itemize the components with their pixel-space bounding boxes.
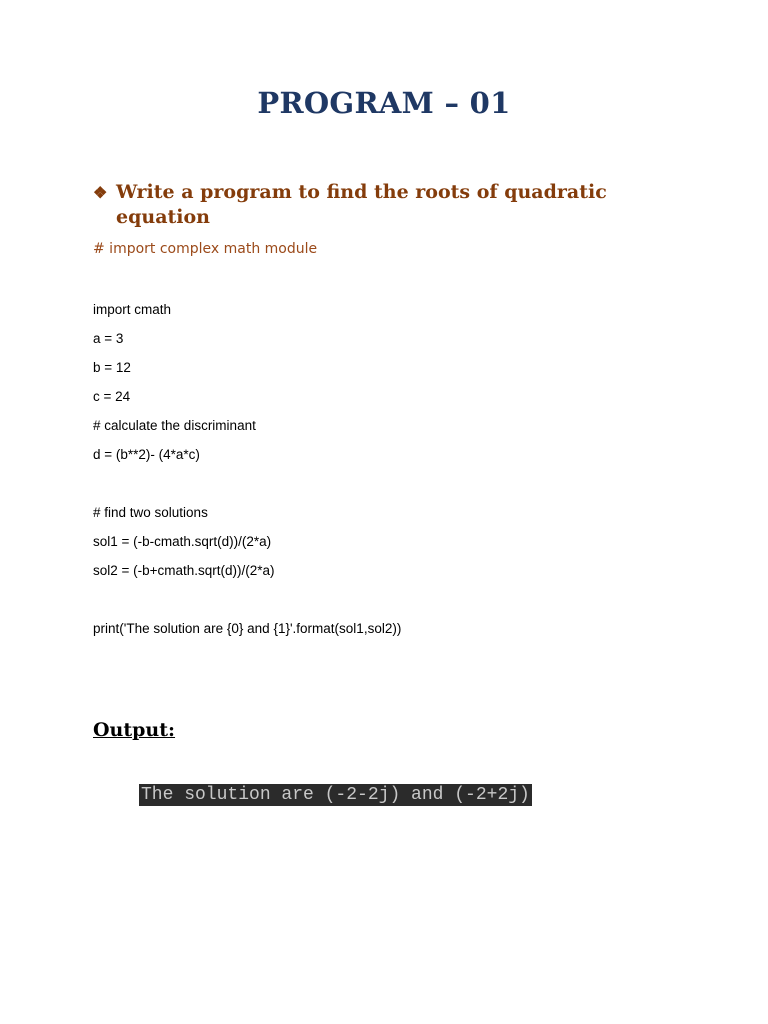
page-title: PROGRAM – 01 <box>257 86 511 120</box>
code-line: import cmath <box>93 302 172 317</box>
output-label: Output: <box>93 719 176 741</box>
console-output: The solution are (-2-2j) and (-2+2j) <box>141 785 530 805</box>
diamond-bullet-icon: ❖ <box>93 183 108 202</box>
code-line: # calculate the discriminant <box>93 418 256 433</box>
code-line: b = 12 <box>93 360 131 375</box>
code-line: print('The solution are {0} and {1}'.format(sol1,sol2)) <box>93 621 402 636</box>
code-line: c = 24 <box>93 389 131 404</box>
code-line: a = 3 <box>93 331 124 346</box>
code-line: sol1 = (-b-cmath.sqrt(d))/(2*a) <box>93 534 272 549</box>
code-line: d = (b**2)- (4*a*c) <box>93 447 200 462</box>
task-statement <box>93 180 653 230</box>
code-line: sol2 = (-b+cmath.sqrt(d))/(2*a) <box>93 563 275 578</box>
code-comment-heading: # import complex math module <box>93 241 318 257</box>
code-line: # find two solutions <box>93 505 208 520</box>
task-text: Write a program to find the roots of quadratic equation <box>116 181 607 228</box>
